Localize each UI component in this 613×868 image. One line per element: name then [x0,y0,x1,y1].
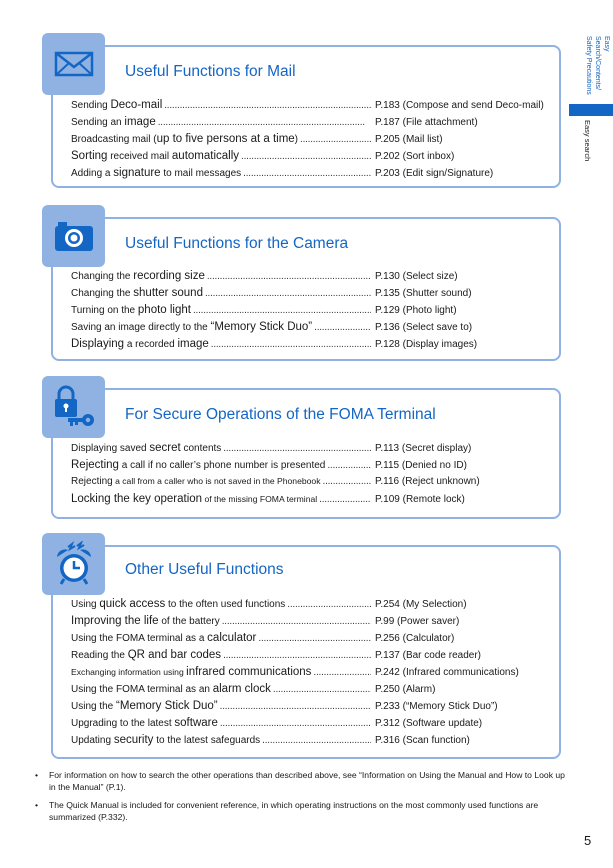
list-item[interactable] [71,459,555,476]
list-item[interactable] [71,649,555,666]
item-text [71,493,317,505]
item-description [71,270,371,282]
list-item[interactable] [71,700,555,717]
item-description [71,700,371,712]
text-fragment: Broadcasting mail ( [71,134,157,145]
keyword: signature [113,167,161,179]
page-number: 5 [584,833,592,848]
bullet: • [35,770,39,780]
dot-leader [158,117,371,128]
item-text [71,99,162,111]
page-reference[interactable]: P.99 (Power saver) [375,616,460,627]
item-text [71,116,156,128]
dot-leader [211,339,371,350]
item-description [71,442,371,454]
list-item[interactable] [71,99,555,116]
item-description [71,304,371,316]
text-fragment: Exchanging information using [71,667,187,677]
keyword: quick access [99,598,166,610]
list-item[interactable] [71,304,555,321]
item-text [71,476,321,487]
footnote [35,769,565,793]
text-fragment: Sending [71,100,111,111]
item-text [71,304,191,316]
text-fragment: a call if no caller’s phone number is presented [118,460,326,471]
text-fragment: a call from a caller who is not saved in the Phonebook [112,476,321,486]
keyword: secret [149,442,181,454]
dot-leader [241,151,371,162]
dot-leader [262,735,371,746]
item-text [71,598,285,610]
list-item[interactable] [71,493,555,510]
page-reference[interactable]: P.312 (Software update) [375,718,483,729]
keyword: image [177,338,209,350]
dot-leader [223,443,371,454]
dot-leader [313,667,371,678]
list-item[interactable] [71,476,555,493]
text-fragment: Saving an image directly to the [71,322,211,333]
page-reference[interactable]: P.109 (Remote lock) [375,494,465,505]
text-fragment: to mail messages [160,168,242,179]
page-reference[interactable]: P.128 (Display images) [375,339,478,350]
item-description [71,167,371,179]
page-reference[interactable]: P.115 (Denied no ID) [375,460,467,471]
page-reference[interactable]: P.129 (Photo light) [375,305,457,316]
section-other [51,545,561,759]
item-description [71,476,371,487]
keyword: automatically [171,150,240,162]
item-list [71,270,555,355]
item-text [71,683,271,695]
page-reference[interactable]: P.137 (Bar code reader) [375,650,481,661]
footnote-text: For information on how to search the other operations than described above, see “Information on Using the Manual and How to Look up in the Manual” (P.1). [49,770,565,792]
dot-leader [164,100,371,111]
item-description [71,338,371,350]
keyword: image [124,116,156,128]
item-description [71,99,371,111]
item-list [71,99,555,184]
camera-icon [42,205,105,267]
section-secure [51,388,561,519]
footnote-text: The Quick Manual is included for convenient reference, in which operating instructions on the most commonly used functions are summarized (P.332). [49,800,539,822]
page-reference[interactable]: P.187 (File attachment) [375,117,478,128]
sidebar-breadcrumb[interactable] [573,36,611,106]
dot-leader [273,684,371,695]
list-item[interactable] [71,321,555,338]
text-fragment: ) [294,134,299,145]
list-item[interactable] [71,734,555,751]
item-description [71,287,371,299]
dot-leader [258,633,371,644]
list-item[interactable] [71,632,555,649]
envelope-icon [42,33,105,95]
text-fragment: Updating [71,735,114,746]
dot-leader [314,322,371,333]
keyword: up to five persons at a time [156,133,295,145]
page-reference[interactable]: P.202 (Sort inbox) [375,151,455,162]
keyword: shutter sound [133,287,203,299]
footnote [35,799,565,823]
list-item[interactable] [71,666,555,683]
page-reference[interactable]: P.316 (Scan function) [375,735,470,746]
dot-leader [193,305,371,316]
keyword: recording size [133,270,205,282]
item-description [71,133,371,145]
text-fragment: Adding a [71,168,114,179]
section-title: Other Useful Functions [125,561,284,578]
item-description [71,598,371,610]
keyword: Sorting [71,150,108,162]
dot-leader [223,650,371,661]
keyword: software [174,717,218,729]
text-fragment: Using the FOMA terminal as an [71,684,213,695]
sidebar-active-tab [569,104,613,116]
keyword: “Memory Stick Duo” [116,700,218,712]
item-description [71,321,371,333]
keyword: infrared communications [186,666,312,678]
text-fragment: Upgrading to the latest [71,718,175,729]
item-text [71,150,239,162]
page-reference[interactable]: P.242 (Infrared communications) [375,667,519,678]
item-text [71,167,241,179]
dot-leader [220,718,371,729]
dot-leader [319,494,371,505]
section-mail [51,45,561,188]
page-reference[interactable]: P.183 (Compose and send Deco-mail) [375,100,544,111]
text-fragment: Using the [71,701,117,712]
item-description [71,493,371,505]
item-text [71,649,221,661]
item-description [71,632,371,644]
keyword: alarm clock [212,683,271,695]
item-text [71,666,311,678]
dot-leader [327,460,371,471]
page-reference[interactable]: P.254 (My Selection) [375,599,467,610]
dot-leader [205,288,371,299]
item-description [71,649,371,661]
section-camera [51,217,561,361]
page-reference[interactable]: P.205 (Mail list) [375,134,443,145]
page-reference[interactable]: P.135 (Shutter sound) [375,288,472,299]
item-text [71,734,260,746]
item-text [71,459,325,471]
page-reference[interactable]: P.203 (Edit sign/Signature) [375,168,494,179]
dot-leader [243,168,371,179]
list-item[interactable] [71,615,555,632]
keyword: Locking the key operation [71,493,203,505]
sidebar-breadcrumb-line2: Safety Precautions [585,36,592,95]
section-title: Useful Functions for the Camera [125,235,349,252]
section-title: Useful Functions for Mail [125,63,296,80]
item-text [71,338,209,350]
page-reference[interactable]: P.130 (Select size) [375,271,458,282]
keyword: calculator [207,632,257,644]
item-description [71,734,371,746]
text-fragment: Reading the [71,650,128,661]
list-item[interactable] [71,683,555,700]
list-item[interactable] [71,717,555,734]
item-description [71,116,371,128]
dot-leader [222,616,371,627]
page-reference[interactable]: P.256 (Calculator) [375,633,455,644]
dot-leader [207,271,371,282]
keyword: Deco-mail [110,99,163,111]
section-title: For Secure Operations of the FOMA Terminal [125,406,436,423]
keyword: Rejecting [71,459,119,471]
text-fragment: Using [71,599,100,610]
keyword: Improving the life [71,615,159,627]
text-fragment: Rejecting [71,476,113,487]
item-list [71,598,555,751]
item-text [71,442,221,454]
item-description [71,150,371,162]
bullet: • [35,800,39,810]
alarm-clock-icon [42,533,105,595]
text-fragment: to the often used functions [165,599,286,610]
keyword: QR and bar codes [127,649,222,661]
text-fragment: received mail [107,151,172,162]
text-fragment: Changing the [71,271,134,282]
item-list [71,442,555,510]
dot-leader [323,476,371,487]
item-text [71,270,205,282]
text-fragment: of the battery [158,616,220,627]
keyword: “Memory Stick Duo” [210,321,313,333]
page-reference[interactable]: P.233 (“Memory Stick Duo”) [375,701,498,712]
list-item[interactable] [71,442,555,459]
item-description [71,717,371,729]
text-fragment: Sending an [71,117,125,128]
dot-leader [287,599,371,610]
list-item[interactable] [71,116,555,133]
list-item[interactable] [71,338,555,355]
lock-key-icon [42,376,105,438]
page-reference[interactable]: P.136 (Select save to) [375,322,473,333]
page-reference[interactable]: P.116 (Reject unknown) [375,476,480,487]
page-reference[interactable]: P.113 (Secret display) [375,443,472,454]
item-description [71,459,371,471]
text-fragment: Turning on the [71,305,138,316]
list-item[interactable] [71,287,555,304]
dot-leader [220,701,371,712]
keyword: photo light [137,304,191,316]
text-fragment: Changing the [71,288,134,299]
text-fragment: contents [180,443,222,454]
item-text [71,717,218,729]
item-text [71,700,218,712]
item-text [71,287,203,299]
footnotes [35,769,565,829]
sidebar-breadcrumb-line1: Easy Search/Contents/ [594,36,610,91]
item-description [71,666,371,678]
text-fragment: to the latest safeguards [153,735,261,746]
item-text [71,321,312,333]
sidebar-label[interactable]: Easy search [583,120,592,162]
list-item[interactable] [71,270,555,287]
list-item[interactable] [71,133,555,150]
text-fragment: Displaying saved [71,443,150,454]
text-fragment: a recorded [124,339,178,350]
item-description [71,615,371,627]
dot-leader [300,134,371,145]
list-item[interactable] [71,150,555,167]
text-fragment: Using the FOMA terminal as a [71,633,208,644]
item-text [71,632,256,644]
page-reference[interactable]: P.250 (Alarm) [375,684,436,695]
text-fragment: of the missing FOMA terminal [202,494,318,504]
keyword: Displaying [71,338,125,350]
item-text [71,133,298,145]
item-text [71,615,220,627]
keyword: security [113,734,154,746]
list-item[interactable] [71,167,555,184]
list-item[interactable] [71,598,555,615]
item-description [71,683,371,695]
